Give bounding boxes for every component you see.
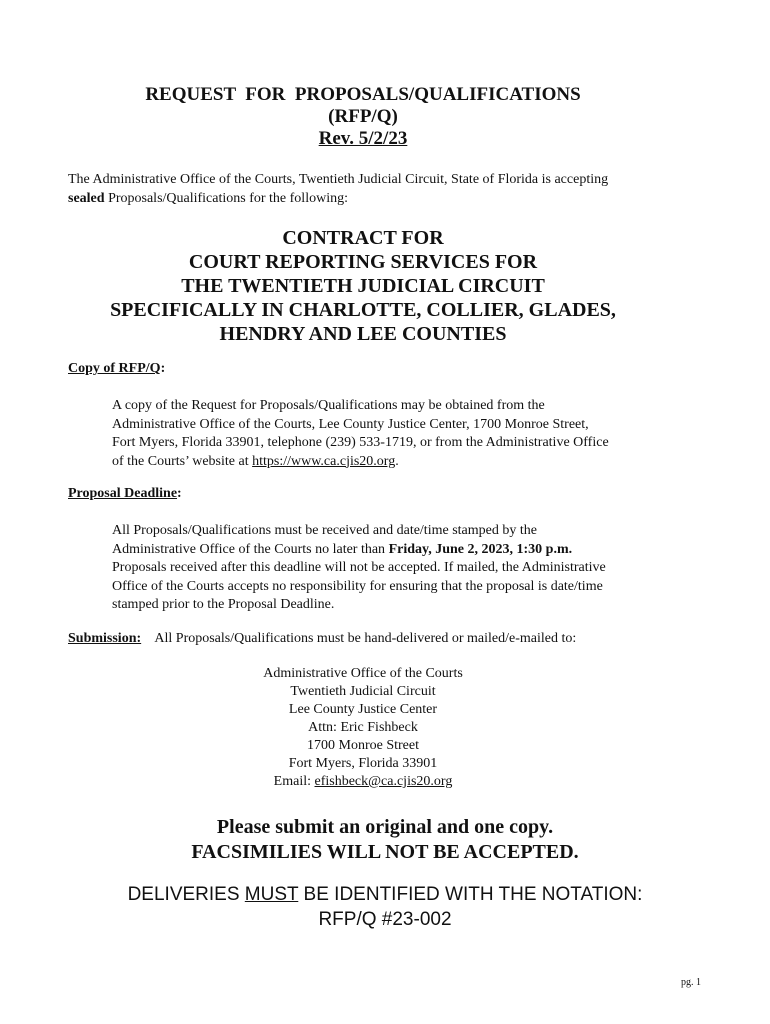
deliveries-line (0, 882, 770, 907)
deliveries-notice (0, 882, 770, 932)
revision-date: Rev. 5/2/23 (318, 128, 408, 149)
intro-text-2: Proposals/Qualifications for the following: (104, 191, 348, 206)
contract-line-2: COURT REPORTING SERVICES FOR (188, 251, 538, 273)
copy-line-4 (112, 453, 672, 472)
address-line-1: Administrative Office of the Courts (263, 666, 463, 681)
notice-line-1: Please submit an original and one copy. (216, 816, 554, 838)
address-email-line (0, 773, 726, 791)
document-title (0, 84, 726, 150)
address-line-2: Twentieth Judicial Circuit (290, 684, 436, 699)
contract-line-1: CONTRACT FOR (282, 227, 444, 249)
deadline-colon: : (177, 486, 182, 501)
title-line-2: (RFP/Q) (328, 106, 398, 127)
copy-line-4-post: . (395, 453, 399, 469)
website-link[interactable]: https://www.ca.cjis20.org (252, 453, 396, 469)
contract-line-3: THE TWENTIETH JUDICIAL CIRCUIT (181, 275, 545, 297)
deliveries-pre: DELIVERIES (127, 884, 245, 905)
deadline-line-4: Office of the Courts accepts no responsibility for ensuring that the proposal is date/time (112, 578, 603, 594)
address-line-5: 1700 Monroe Street (307, 738, 419, 753)
email-link[interactable]: efishbeck@ca.cjis20.org (314, 774, 453, 789)
page-number: pg. 1 (681, 977, 701, 988)
copy-line-2: Administrative Office of the Courts, Lee County Justice Center, 1700 Monroe Street, (112, 416, 589, 432)
deadline-label: Proposal Deadline (68, 486, 178, 501)
rfpq-notation: RFP/Q #23-002 (318, 909, 452, 930)
deadline-paragraph (112, 522, 672, 615)
intro-paragraph (68, 170, 668, 208)
intro-bold: sealed (68, 191, 105, 206)
copy-line-3: Fort Myers, Florida 33901, telephone (239) 533-1719, or from the Administrative Office (112, 435, 609, 450)
email-label: Email: (273, 774, 315, 789)
copy-line-1: A copy of the Request for Proposals/Qualifications may be obtained from the (112, 398, 545, 413)
title-line-1: REQUEST FOR PROPOSALS/QUALIFICATIONS (145, 84, 581, 105)
submission-line (68, 631, 576, 647)
deadline-line-3: Proposals received after this deadline will not be accepted. If mailed, the Administrative (112, 560, 606, 575)
contract-line-5: HENDRY AND LEE COUNTIES (219, 323, 507, 345)
notice-line-2: FACSIMILIES WILL NOT BE ACCEPTED. (191, 841, 579, 863)
deliveries-post: BE IDENTIFIED WITH THE NOTATION: (298, 884, 643, 905)
contract-line-4: SPECIFICALLY IN CHARLOTTE, COLLIER, GLADES, (110, 299, 616, 321)
copy-label: Copy of RFP/Q (68, 361, 161, 376)
intro-text-1: The Administrative Office of the Courts, Twentieth Judicial Circuit, State of Florida is accepting (68, 172, 609, 187)
submission-label: Submission: (68, 631, 142, 646)
mailing-address (0, 665, 726, 791)
copy-colon: : (160, 361, 166, 376)
contract-heading (0, 226, 726, 346)
deadline-date: Friday, June 2, 2023, 1:30 p.m. (388, 541, 573, 557)
deadline-line-2-pre: Administrative Office of the Courts no later than (112, 541, 389, 557)
deadline-heading (68, 486, 182, 502)
address-line-3: Lee County Justice Center (288, 702, 438, 717)
deadline-line-1: All Proposals/Qualifications must be received and date/time stamped by the (112, 523, 537, 538)
deadline-line-2 (112, 541, 672, 560)
copy-line-4-pre: of the Courts’ website at (112, 453, 253, 469)
address-line-6: Fort Myers, Florida 33901 (288, 756, 438, 771)
address-line-4: Attn: Eric Fishbeck (308, 720, 418, 735)
deadline-line-5: stamped prior to the Proposal Deadline. (112, 597, 335, 612)
copy-heading (68, 361, 165, 377)
deliveries-must: MUST (244, 884, 299, 905)
submission-text: All Proposals/Qualifications must be hand-delivered or mailed/e-mailed to: (154, 631, 577, 646)
submission-notice (0, 815, 770, 865)
copy-paragraph (112, 397, 672, 471)
